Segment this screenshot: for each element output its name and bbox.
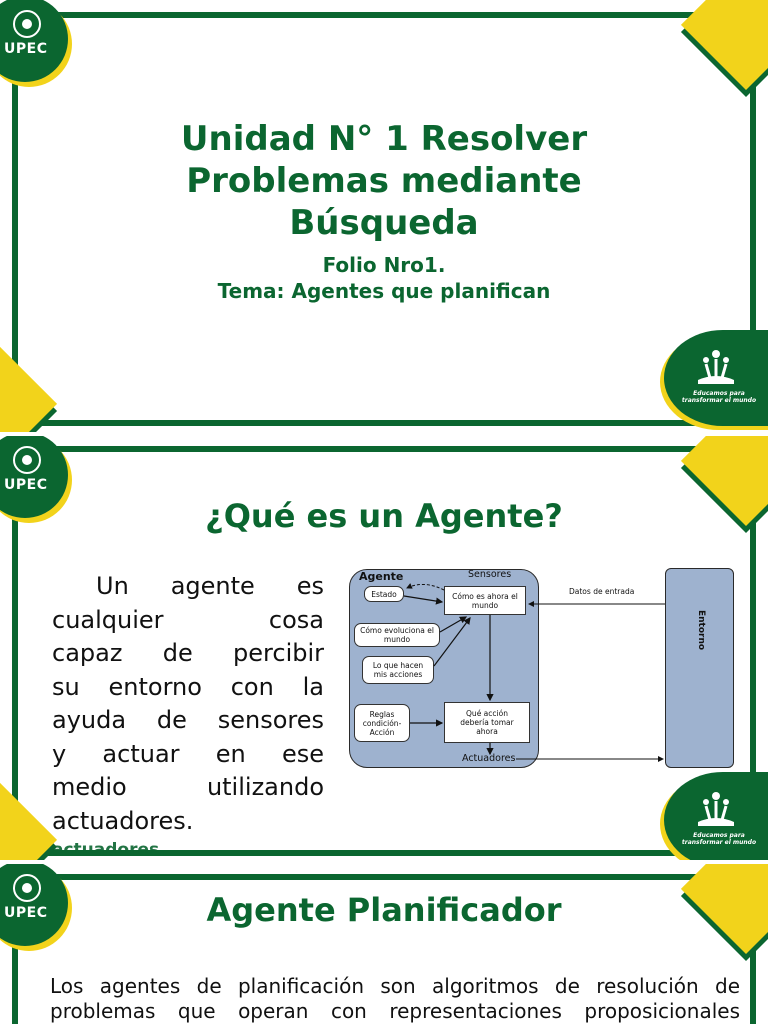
sensors-label: Sensores xyxy=(468,569,512,580)
seal-icon xyxy=(13,10,41,38)
slide-2-title: ¿Qué es un Agente? xyxy=(205,497,563,535)
slide-3-title: Agente Planificador xyxy=(206,891,562,929)
slide-1-subtitle xyxy=(0,252,768,304)
tema-label: Tema: Agentes que planifican xyxy=(217,279,551,303)
agent-label: Agente xyxy=(359,570,404,583)
actuators-label: Actuadores xyxy=(462,753,516,764)
overflow-text: actuadores. xyxy=(52,840,166,860)
world-now-box: Cómo es ahora el mundo xyxy=(444,586,526,615)
seal-icon xyxy=(13,446,41,474)
upec-logo: UPEC xyxy=(0,436,70,520)
upec-logo: UPEC xyxy=(0,0,70,84)
planner-definition-paragraph: Los agentes de planificación son algoritmos de resolución de problemas que operan con representaciones proposicionales xyxy=(50,974,740,1023)
decision-box: Qué acción debería tomar ahora xyxy=(444,702,530,743)
agent-definition-paragraph: Un agente es cualquier cosa capaz de percibir su entorno con la ayuda de sensores y actuar en ese medio utilizando actuadores. xyxy=(52,572,324,835)
condition-action-rules-box: Reglas condición- Acción xyxy=(354,704,410,742)
world-evolution-box: Cómo evoluciona el mundo xyxy=(354,623,440,647)
slide-2 xyxy=(0,436,768,860)
slide-1-title: Unidad N° 1 Resolver Problemas mediante Búsqueda xyxy=(180,119,588,243)
diagram-arrows xyxy=(340,562,740,772)
people-tree-icon xyxy=(694,348,738,388)
environment-label: Entorno xyxy=(696,610,706,651)
tagline-badge: Educamos para transformar el mundo xyxy=(664,772,768,860)
input-data-label: Datos de entrada xyxy=(569,587,635,596)
state-box: Estado xyxy=(364,586,404,602)
folio-label: Folio Nro1. xyxy=(322,253,446,277)
agent-diagram xyxy=(340,562,740,772)
people-tree-icon xyxy=(694,790,738,830)
slide-1 xyxy=(0,0,768,432)
slide-3 xyxy=(0,864,768,1024)
tagline-badge: Educamos para transformar el mundo xyxy=(664,330,768,426)
action-effects-box: Lo que hacen mis acciones xyxy=(362,656,434,684)
upec-logo: UPEC xyxy=(0,864,70,948)
